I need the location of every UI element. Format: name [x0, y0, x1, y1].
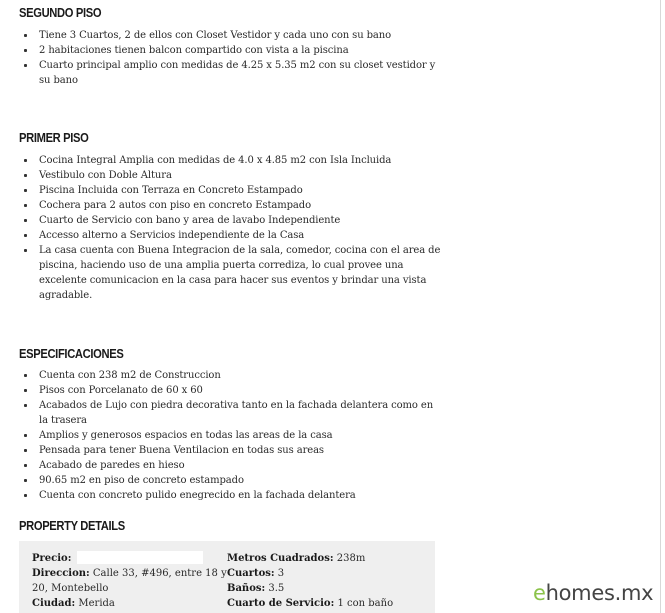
detail-label: Cuarto de Servicio: [227, 598, 335, 609]
list-item: Amplios y generosos espacios en todas las areas de la casa [19, 428, 444, 443]
detail-precio [32, 551, 217, 566]
section-title-especificaciones: ESPECIFICACIONES [19, 346, 124, 361]
detail-value: 238m [336, 553, 366, 564]
list-item: Acabado de paredes en hieso [19, 458, 444, 473]
list-item: Piscina Incluida con Terraza en Concreto Estampado [19, 183, 444, 198]
section-especificaciones [19, 346, 444, 503]
detail-value: Merida [78, 598, 115, 609]
property-details-box [19, 541, 435, 613]
ehomes-logo[interactable] [533, 581, 653, 605]
detail-label: Metros Cuadrados: [227, 553, 334, 564]
detail-label: Direccion: [32, 568, 90, 579]
features-list-primer-piso [19, 153, 444, 303]
list-item: Cochera para 2 autos con piso en concreto Estampado [19, 198, 444, 213]
detail-value: 3.5 [268, 583, 285, 594]
list-item: Vestibulo con Doble Altura [19, 168, 444, 183]
detail-banos [227, 581, 432, 596]
list-item: Tiene 3 Cuartos, 2 de ellos con Closet Vestidor y cada uno con su bano [19, 28, 444, 43]
features-list-segundo-piso [19, 28, 444, 88]
list-item: Cuarto de Servicio con bano y area de lavabo Independiente [19, 213, 444, 228]
list-item: Cuarto principal amplio con medidas de 4.25 x 5.35 m2 con su closet vestidor y su bano [19, 58, 444, 88]
page-edge-divider [660, 0, 661, 613]
list-item: Acabados de Lujo con piedra decorativa tanto en la fachada delantera como en la trasera [19, 398, 444, 428]
list-item: Pisos con Porcelanato de 60 x 60 [19, 383, 444, 398]
detail-value: 1 con baño [337, 598, 394, 609]
section-primer-piso [19, 130, 444, 303]
list-item: Accesso alterno a Servicios independiente de la Casa [19, 228, 444, 243]
list-item: Cocina Integral Amplia con medidas de 4.0 x 4.85 m2 con Isla Incluida [19, 153, 444, 168]
detail-ciudad [32, 596, 217, 611]
section-title-property-details: PROPERTY DETAILS [19, 518, 125, 533]
detail-label: Cuartos: [227, 568, 275, 579]
list-item: Pensada para tener Buena Ventilacion en todas sus areas [19, 443, 444, 458]
detail-direccion [32, 566, 227, 581]
logo-accent-letter: e [533, 581, 546, 605]
detail-label: Ciudad: [32, 598, 76, 609]
detail-direccion-continued [32, 581, 217, 596]
features-list-especificaciones [19, 368, 444, 503]
logo-text: homes.mx [545, 581, 654, 605]
detail-label: Precio: [32, 553, 72, 564]
details-column-right [227, 551, 432, 611]
section-title-segundo-piso: SEGUNDO PISO [19, 5, 102, 20]
detail-value: 3 [277, 568, 285, 579]
section-segundo-piso [19, 5, 444, 88]
list-item: Cuenta con 238 m2 de Construccion [19, 368, 444, 383]
list-item: Cuenta con concreto pulido enegrecido en la fachada delantera [19, 488, 444, 503]
detail-value: Calle 33, #496, entre 18 y [92, 568, 227, 579]
detail-cuarto-servicio [227, 596, 432, 611]
section-title-primer-piso: PRIMER PISO [19, 130, 89, 145]
list-item: La casa cuenta con Buena Integracion de la sala, comedor, cocina con el area de piscina, haciendo uso de una amplia puerta corrediza, lo cual provee una excelente comunicacion en la casa para hacer sus eventos y brindar una vista agradable. [19, 243, 444, 303]
list-item: 90.65 m2 en piso de concreto estampado [19, 473, 444, 488]
details-column-left [32, 551, 227, 611]
list-item: 2 habitaciones tienen balcon compartido con vista a la piscina [19, 43, 444, 58]
detail-value: 20, Montebello [32, 583, 109, 594]
section-property-details [19, 518, 444, 534]
precio-value [77, 551, 203, 564]
detail-metros [227, 551, 432, 566]
detail-label: Baños: [227, 583, 266, 594]
detail-cuartos [227, 566, 432, 581]
